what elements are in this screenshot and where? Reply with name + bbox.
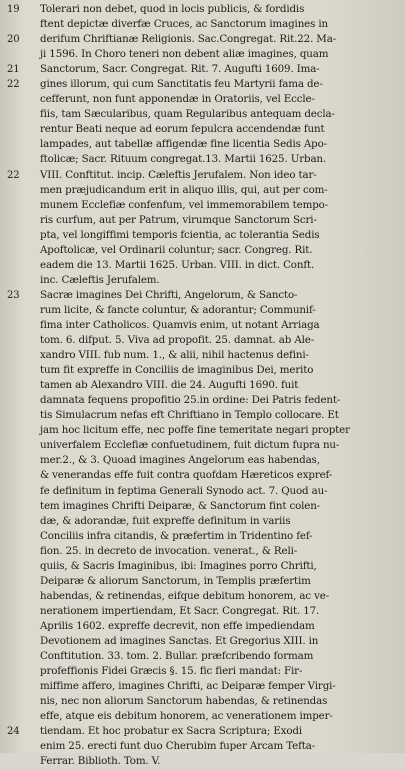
marginal-number: 22: [7, 79, 20, 91]
line-text: derifum Chriftianæ Religionis. Sac.Congregat. Rit.22. Ma-: [40, 33, 337, 46]
text-line: [7, 438, 399, 453]
line-text: munem Ecclefiæ confenfum, vel immemorabilem tempo-: [40, 198, 329, 211]
line-text: habendas, & retinendas, eifque debitum honorem, ac ve-: [40, 589, 330, 602]
text-line: [7, 559, 399, 574]
line-text: Ferrar. Biblioth. Tom. V.: [40, 755, 161, 768]
text-line: [7, 544, 399, 559]
text-line: [7, 273, 399, 288]
marginal-number: 23: [7, 289, 20, 301]
line-text: tiendam. Et hoc probatur ex Sacra Scriptura; Exodi: [40, 725, 302, 738]
text-line: [7, 649, 399, 664]
text-line: [7, 514, 399, 529]
line-text: enim 25. erecti funt duo Cherubim fuper Arcam Tefta-: [40, 740, 316, 753]
text-line: [7, 243, 399, 258]
line-text: nis, nec non aliorum Sanctorum habendas, & retinendas: [40, 695, 328, 708]
text-line: [7, 423, 399, 438]
text-line: [7, 137, 399, 152]
text-line: [7, 288, 399, 303]
text-line: [7, 77, 399, 92]
text-line: [7, 213, 399, 228]
line-text: gines illorum, qui cum Sanctitatis feu Martyrii fama de-: [40, 78, 323, 91]
text-line: [7, 754, 399, 769]
line-text: fima inter Catholicos. Quamvis enim, ut notant Arriaga: [40, 318, 320, 331]
text-line: [7, 393, 399, 408]
line-text: eadem die 13. Martii 1625. Urban. VIII. in dict. Conft.: [40, 258, 315, 271]
text-line: [7, 318, 399, 333]
line-text: fe definitum in feptima Generali Synodo act. 7. Quod au-: [40, 484, 328, 497]
text-line: [7, 258, 399, 273]
line-text: Deiparæ & aliorum Sanctorum, in Templis præfertim: [40, 574, 311, 587]
text-line: [7, 228, 399, 243]
line-text: men præjudicandum erit in aliquo illis, qui, aut per com-: [40, 183, 328, 196]
line-text: nerationem impertiendam, Et Sacr. Congregat. Rit. 17.: [40, 604, 320, 617]
text-line: [7, 32, 399, 47]
line-text: & venerandas effe fuit contra quofdam Hæreticos expref-: [40, 469, 333, 482]
line-text: tamen ab Alexandro VIII. die 24. Augufti 1690. fuit: [40, 379, 299, 392]
line-text: lampades, aut tabellæ affigendæ fine licentia Sedis Apo-: [40, 138, 327, 151]
text-line: [7, 107, 399, 122]
text-line: [7, 92, 399, 107]
line-text: Sacræ imagines Dei Chrifti, Angelorum, & Sancto-: [40, 288, 298, 301]
text-line: [7, 348, 399, 363]
text-line: [7, 168, 399, 183]
text-line: [7, 709, 399, 724]
line-text: profeffionis Fidei Græcis §. 15. fic fieri mandat: Fir-: [40, 665, 303, 678]
text-line: [7, 634, 399, 649]
text-line: [7, 468, 399, 483]
marginal-number: 20: [7, 34, 20, 46]
line-text: Apoftolicæ, vel Ordinarii coluntur; sacr. Congreg. Rit.: [40, 243, 313, 256]
line-text: Sanctorum, Sacr. Congregat. Rit. 7. Augufti 1609. Ima-: [40, 63, 320, 76]
line-text: Tolerari non debet, quod in locis publicis, & fordidis: [40, 3, 305, 15]
line-text: pta, vel longiffimi temporis fcientia, ac tolerantia Sedis: [40, 228, 320, 241]
text-line: [7, 47, 399, 62]
line-text: Conftitution. 33. tom. 2. Bullar. præfcribendo formam: [40, 650, 314, 663]
line-text: mer.2., & 3. Quoad imagines Angelorum eas habendas,: [40, 454, 320, 467]
line-text: tis Simulacrum nefas eft Chriftiano in Templo collocare. Et: [40, 409, 339, 422]
line-text: tem imagines Chrifti Deiparæ, & Sanctorum fint colen-: [40, 499, 321, 512]
text-line: [7, 62, 399, 77]
text-line: [7, 408, 399, 423]
line-text: univerfalem Ecclefiæ confuetudinem, fuit dictum fupra nu-: [40, 439, 340, 452]
line-text: Conciliis infra citandis, & præfertim in Tridentino fef-: [40, 529, 313, 542]
line-text: Aprilis 1602. expreffe decrevit, non effe impediendam: [40, 619, 315, 632]
text-line: [7, 378, 399, 393]
line-text: xandro VIII. fub num. 1., & alii, nihil hactenus defini-: [40, 349, 309, 362]
line-text: ris curfum, aut per Patrum, virumque Sanctorum Scri-: [40, 213, 317, 226]
text-line: [7, 589, 399, 604]
line-text: damnata fequens propofitio 25.in ordine: Dei Patris fedent-: [40, 394, 341, 407]
line-text: ftent depictæ diverfæ Cruces, ac Sanctorum imagines in: [40, 18, 329, 31]
text-line: [7, 604, 399, 619]
text-line: [7, 122, 399, 137]
marginal-number: 21: [7, 64, 20, 76]
line-text: VIII. Conftitut. incip. Cæleftis Jerufalem. Non ideo tar-: [40, 168, 317, 181]
text-line: [7, 183, 399, 198]
text-line: [7, 739, 399, 754]
line-text: effe, atque eis debitum honorem, ac venerationem imper-: [40, 710, 333, 723]
text-line: [7, 363, 399, 378]
marginal-number: 22: [7, 169, 20, 181]
line-text: fion. 25. in decreto de invocation. venerat., & Reli-: [40, 544, 298, 557]
text-line: [7, 679, 399, 694]
line-text: tum fit expreffe in Conciliis de imaginibus Dei, merito: [40, 364, 314, 377]
line-text: fiis, tam Sæcularibus, quam Regularibus antequam decla-: [40, 108, 335, 121]
marginal-number: 24: [7, 726, 20, 738]
text-line: [7, 574, 399, 589]
line-text: Devotionem ad imagines Sanctas. Et Gregorius XIII. in: [40, 634, 319, 647]
line-text: inc. Cæleftis Jerufalem.: [40, 273, 160, 286]
line-text: tom. 6. difput. 5. Viva ad propofit. 25. damnat. ab Ale-: [40, 334, 315, 347]
text-line: [7, 333, 399, 348]
text-line: [7, 152, 399, 167]
marginal-number: 19: [7, 4, 20, 15]
text-line: [7, 664, 399, 679]
text-line: [7, 453, 399, 468]
text-line: [7, 619, 399, 634]
text-line: [7, 303, 399, 318]
line-text: dæ, & adorandæ, fuit expreffe definitum in variis: [40, 514, 291, 527]
line-text: jam hoc licitum effe, nec poffe fine temeritate negari propter: [40, 424, 350, 437]
text-line: [7, 499, 399, 514]
line-text: quiis, & Sacris Imaginibus, ibi: Imagines porro Chrifti,: [40, 559, 317, 572]
line-text: miffime affero, imagines Chrifti, ac Deiparæ femper Virgi-: [40, 680, 336, 693]
text-line: [7, 694, 399, 709]
text-line: [7, 198, 399, 213]
text-line: [7, 529, 399, 544]
text-line: [7, 2, 399, 17]
line-text: ftolicæ; Sacr. Rituum congregat.13. Martii 1625. Urban.: [40, 153, 327, 166]
line-text: rum licite, & fancte coluntur, & adorantur; Communif-: [40, 303, 316, 316]
line-text: rentur Beati neque ad eorum fepulcra accendendæ funt: [40, 123, 325, 136]
line-text: cefferunt, non funt apponendæ in Oratoriis, vel Eccle-: [40, 93, 315, 106]
text-line: [7, 17, 399, 32]
line-text: ji 1596. In Choro teneri non debent aliæ imagines, quam: [40, 48, 329, 61]
text-line: [7, 724, 399, 739]
text-line: [7, 484, 399, 499]
